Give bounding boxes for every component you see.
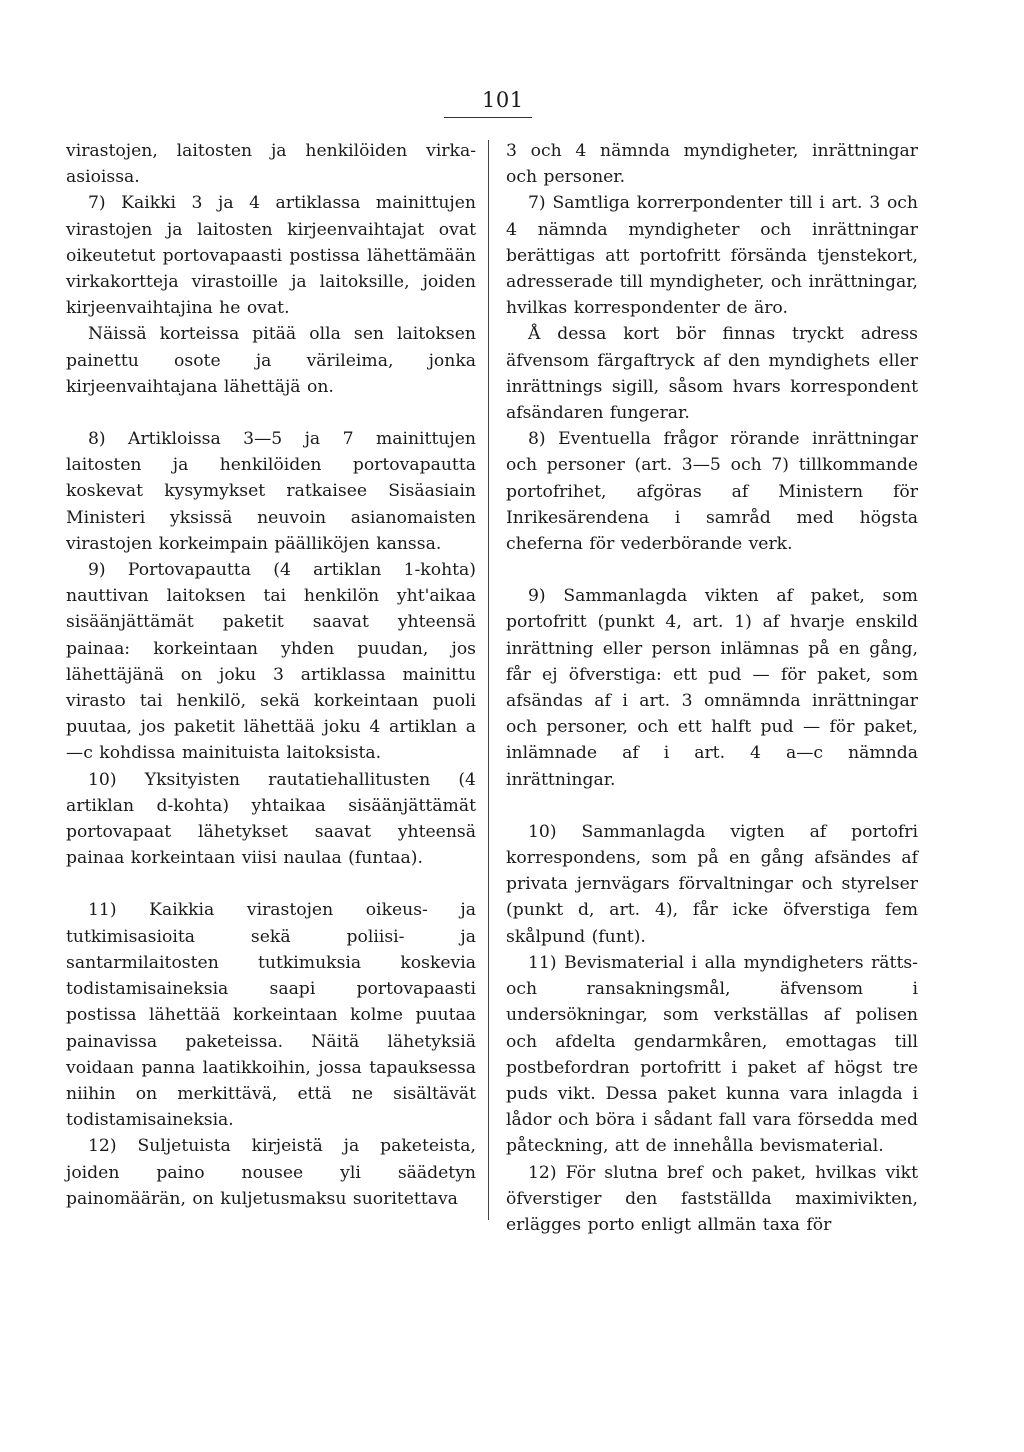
paragraph: 9) Portovapautta (4 artiklan 1-kohta) nauttivan laitoksen tai henkilön yht'aikaa sisäänjättämät paketit saavat yhteensä painaa: korkeintaan yhden puudan, jos lähettäjänä on joku 3 artiklassa mainittu virasto tai henkilö, sekä korkeintaan puoli puutaa, jos paketit lähettää joku 4 artiklan a—c kohdissa mainituista laitoksista.: [66, 560, 476, 764]
paragraph: 7) Kaikki 3 ja 4 artiklassa mainittujen virastojen ja laitosten kirjeenvaihtajat ovat oikeutetut portovapaasti postissa lähettämään virkakortteja virastoille ja laitoksille, joiden kirjeenvaihtajina he ovat.: [66, 193, 476, 319]
right-column-swedish: [506, 138, 918, 1238]
paragraph: Å dessa kort bör finnas tryckt adress äfvensom färgaftryck af den myndighets eller inrättnings sigill, såsom hvars korrespondent afsändaren fungerar.: [506, 324, 918, 424]
paragraph: 7) Samtliga korrerpondenter till i art. 3 och 4 nämnda myndigheter och inrättningar berättigas att portofritt försända tjenstekort, adresserade till myndigheter, och inrättningar, hvilkas korrespondenter de äro.: [506, 193, 918, 319]
page-number: 101: [482, 88, 524, 112]
paragraph: Näissä korteissa pitää olla sen laitoksen painettu osote ja värileima, jonka kirjeenvaihtajana lähettäjä on.: [66, 324, 476, 397]
paragraph: 8) Eventuella frågor rörande inrättningar och personer (art. 3—5 och 7) tillkommande portofrihet, afgöras af Ministern för Inrikesärendena i samråd med högsta cheferna för vederbörande verk.: [506, 429, 918, 555]
paragraph: 12) För slutna bref och paket, hvilkas vikt öfverstiger den fastställda maximivikten, erlägges porto enligt allmän taxa för: [506, 1162, 918, 1235]
column-divider: [488, 140, 489, 1220]
paragraph: 10) Yksityisten rautatiehallitusten (4 artiklan d-kohta) yhtaikaa sisäänjättämät portovapaat lähetykset saavat yhteensä painaa korkeintaan viisi naulaa (funtaa).: [66, 769, 476, 869]
paragraph: virastojen, laitosten ja henkilöiden virka-asioissa.: [66, 141, 476, 188]
left-column-finnish: [66, 138, 476, 1212]
paragraph: 8) Artikloissa 3—5 ja 7 mainittujen laitosten ja henkilöiden portovapautta koskevat kysymykset ratkaisee Sisäasiain Ministeri yksissä neuvoin asianomaisten virastojen korkeimpain päälliköjen kanssa.: [66, 429, 476, 554]
paragraph: 10) Sammanlagda vigten af portofri korrespondens, som på en gång afsändes af privata jernvägars förvaltningar och styrelser (punkt d, art. 4), får icke öfverstiga fem skålpund (funt).: [506, 821, 918, 947]
paragraph: 11) Bevismaterial i alla myndigheters rätts- och ransakningsmål, äfvensom i undersökningar, som verkställas af polisen och afdelta gendarmkåren, emottagas till postbefordran portofritt i paket af högst tre puds vikt. Dessa paket kunna vara inlagda i lådor och böra i sådant fall vara försedda med påteckning, att de innehålla bevismaterial.: [506, 952, 918, 1157]
paragraph: 11) Kaikkia virastojen oikeus- ja tutkimisasioita sekä poliisi- ja santarmilaitosten tutkimuksia koskevia todistamisaineksia saapi portovapaasti postissa lähettää korkeintaan kolme puutaa painavissa paketeissa. Näitä lähetyksiä voidaan panna laatikkoihin, jossa tapauksessa niihin on merkittävä, että ne sisältävät todistamisaineksia.: [66, 900, 476, 1131]
paragraph: 9) Sammanlagda vikten af paket, som portofritt (punkt 4, art. 1) af hvarje enskild inrättning eller person inlämnas på en gång, får ej öfverstiga: ett pud — för paket, som afsändas af i art. 3 omnämnda inrättningar och personer, och ett halft pud — för paket, inlämnade af i art. 4 a—c nämnda inrättningar.: [506, 586, 918, 790]
paragraph: 12) Suljetuista kirjeistä ja paketeista, joiden paino nousee yli säädetyn painomäärän, on kuljetusmaksu suoritettava: [66, 1136, 476, 1209]
page-number-rule: [444, 117, 532, 118]
paragraph: 3 och 4 nämnda myndigheter, inrättningar och personer.: [506, 141, 918, 188]
